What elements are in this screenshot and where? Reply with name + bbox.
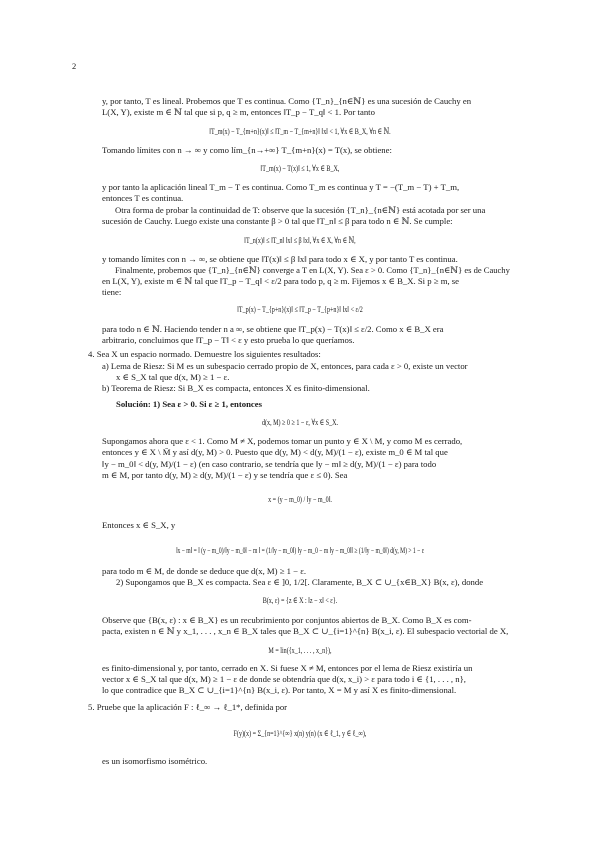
equation: B(x, ε) = {z ∈ X : ‖z − x‖ < ε}. bbox=[262, 595, 338, 605]
equation: F(y)(x) = Σ_{n=1}^{∞} x(n) y(n) (x ∈ ℓ_1, y ∈ ℓ_∞), bbox=[233, 728, 367, 738]
equation: x = (y − m_0) / ‖y − m_0‖. bbox=[268, 494, 332, 504]
text-line: sucesión de Cauchy. Luego existe una constante β > 0 tal que ‖T_n‖ ≤ β para todo n ∈ ℕ. Se cumple: bbox=[102, 216, 453, 226]
equation: ‖T_m(x) − T(x)‖ ≤ 1, ∀x ∈ B_X, bbox=[260, 163, 340, 173]
text-line: Otra forma de probar la continuidad de T: observe que la sucesión {T_n}_{n∈ℕ} está acotada por ser una bbox=[115, 205, 486, 215]
text-line: entonces T es continua. bbox=[102, 193, 184, 203]
text-line: es un isomorfismo isométrico. bbox=[102, 756, 208, 766]
text-line: ‖y − m_0‖ < d(y, M)/(1 − ε) (en caso contrario, se tendría que ‖y − m‖ ≥ d(y, M)/(1 − ε) para todo bbox=[102, 459, 437, 469]
text-line: y por tanto la aplicación lineal T_m − T es continua. Como T_m es continua y T = −(T_m − T) + T_m, bbox=[102, 182, 460, 192]
text-line: y, por tanto, T es lineal. Probemos que T es continua. Como {T_n}_{n∈ℕ} es una sucesión de Cauchy en bbox=[102, 96, 472, 106]
equation: ‖T_p(x) − T_{p+n}(x)‖ ≤ ‖T_p − T_{p+n}‖ ‖x‖ < ε/2 bbox=[237, 304, 363, 314]
text-line: a) Lema de Riesz: Si M es un subespacio cerrado propio de X, entonces, para cada ε > 0, existe un vector bbox=[102, 361, 468, 371]
equation: ‖T_m(x) − T_{m+n}(x)‖ ≤ ‖T_m − T_{m+n}‖ ‖x‖ < 1, ∀x ∈ B_X, ∀n ∈ ℕ. bbox=[209, 126, 391, 136]
equation: ‖x − m‖ = ‖ (y − m_0)/‖y − m_0‖ − m ‖ = (1/‖y − m_0‖) ‖y − m_0 − m ‖y − m_0‖‖ ≥ (1/‖y − m_0‖) d(y, M) > 1 − ε bbox=[175, 546, 425, 555]
exercise-4-statement: 4. Sea X un espacio normado. Demuestre los siguientes resultados: bbox=[88, 349, 321, 359]
text-line: Observe que {B(x, ε) : x ∈ B_X} es un recubrimiento por conjuntos abiertos de B_X. Como B_X es com- bbox=[102, 615, 472, 625]
equation: d(x, M) ≥ 0 ≥ 1 − ε, ∀x ∈ S_X. bbox=[261, 417, 339, 427]
text-line: para todo n ∈ ℕ. Haciendo tender n a ∞, se obtiene que ‖T_p(x) − T(x)‖ ≤ ε/2. Como x ∈ B_X era bbox=[102, 324, 444, 334]
exercise-5-statement: 5. Pruebe que la aplicación F : ℓ_∞ → ℓ_1*, definida por bbox=[88, 702, 288, 712]
text-line: Supongamos ahora que ε < 1. Como M ≠ X, podemos tomar un punto y ∈ X \ M, y como M es cerrado, bbox=[102, 436, 463, 446]
text-line: tiene: bbox=[102, 287, 122, 297]
text-line: lo que contradice que B_X ⊂ ∪_{i=1}^{n} B(x_i, ε). Por tanto, X = M y así X es finito-dimensional. bbox=[102, 685, 457, 695]
text-line: b) Teorema de Riesz: Si B_X es compacta, entonces X es finito-dimensional. bbox=[102, 383, 370, 393]
text-line: m ∈ M, por tanto d(y, M) ≥ d(y, M)/(1 − ε) y se tendría que ε ≤ 0). Sea bbox=[102, 470, 348, 480]
text-line: pacta, existen n ∈ ℕ y x_1, . . . , x_n ∈ B_X tales que B_X ⊂ ∪_{i=1}^{n} B(x_i, ε). El subespacio vectorial de X, bbox=[102, 626, 509, 636]
text-line: vector x ∈ S_X tal que d(x, M) ≥ 1 − ε de donde se obtendría que d(x, x_i) > ε para todo i ∈ {1, . . . , n}, bbox=[102, 674, 466, 684]
text-line: es finito-dimensional y, por tanto, cerrado en X. Si fuese X ≠ M, entonces por el lema de Riesz existiría un bbox=[102, 663, 473, 673]
text-line: 2) Supongamos que B_X es compacta. Sea ε ∈ ]0, 1/2[. Claramente, B_X ⊂ ∪_{x∈B_X} B(x, ε), donde bbox=[116, 577, 484, 587]
equation: ‖T_n(x)‖ ≤ ‖T_n‖ ‖x‖ ≤ β ‖x‖, ∀x ∈ X, ∀n ∈ ℕ, bbox=[244, 235, 356, 245]
text-line: Tomando límites con n → ∞ y como lím_{n→+∞} T_{m+n}(x) = T(x), se obtiene: bbox=[102, 145, 392, 155]
text-line: arbitrario, concluimos que ‖T_p − T‖ < ε y esto prueba lo que queríamos. bbox=[102, 335, 355, 345]
text-line: para todo m ∈ M, de donde se deduce que d(x, M) ≥ 1 − ε. bbox=[102, 566, 307, 576]
text-line: x ∈ S_X tal que d(x, M) ≥ 1 − ε. bbox=[116, 372, 230, 382]
text-line: L(X, Y), existe m ∈ ℕ tal que si p, q ≥ m, entonces ‖T_p − T_q‖ < 1. Por tanto bbox=[102, 107, 375, 117]
page-number: 2 bbox=[72, 61, 77, 71]
text-line: Finalmente, probemos que {T_n}_{n∈ℕ} converge a T en L(X, Y). Sea ε > 0. Como {T_n}_{n∈ℕ} es de Cauchy bbox=[115, 265, 510, 275]
text-line: y tomando límites con n → ∞, se obtiene que ‖T(x)‖ ≤ β ‖x‖ para todo x ∈ X, y por tanto T es continua. bbox=[102, 254, 458, 264]
text-line: Entonces x ∈ S_X, y bbox=[102, 520, 176, 530]
equation: M = lin({x_1, . . . , x_n}), bbox=[268, 645, 332, 655]
solution-heading: Solución: 1) Sea ε > 0. Si ε ≥ 1, entonces bbox=[116, 399, 263, 409]
text-line: en L(X, Y), existe m ∈ ℕ tal que ‖T_p − T_q‖ < ε/2 para todo p, q ≥ m. Fijemos x ∈ B_X. Si p ≥ m, se bbox=[102, 276, 460, 286]
text-line: entonces y ∈ X \ M̄ y así d(y, M) > 0. Puesto que d(y, M) < d(y, M)/(1 − ε), existe m_0 ∈ M tal que bbox=[102, 447, 448, 457]
